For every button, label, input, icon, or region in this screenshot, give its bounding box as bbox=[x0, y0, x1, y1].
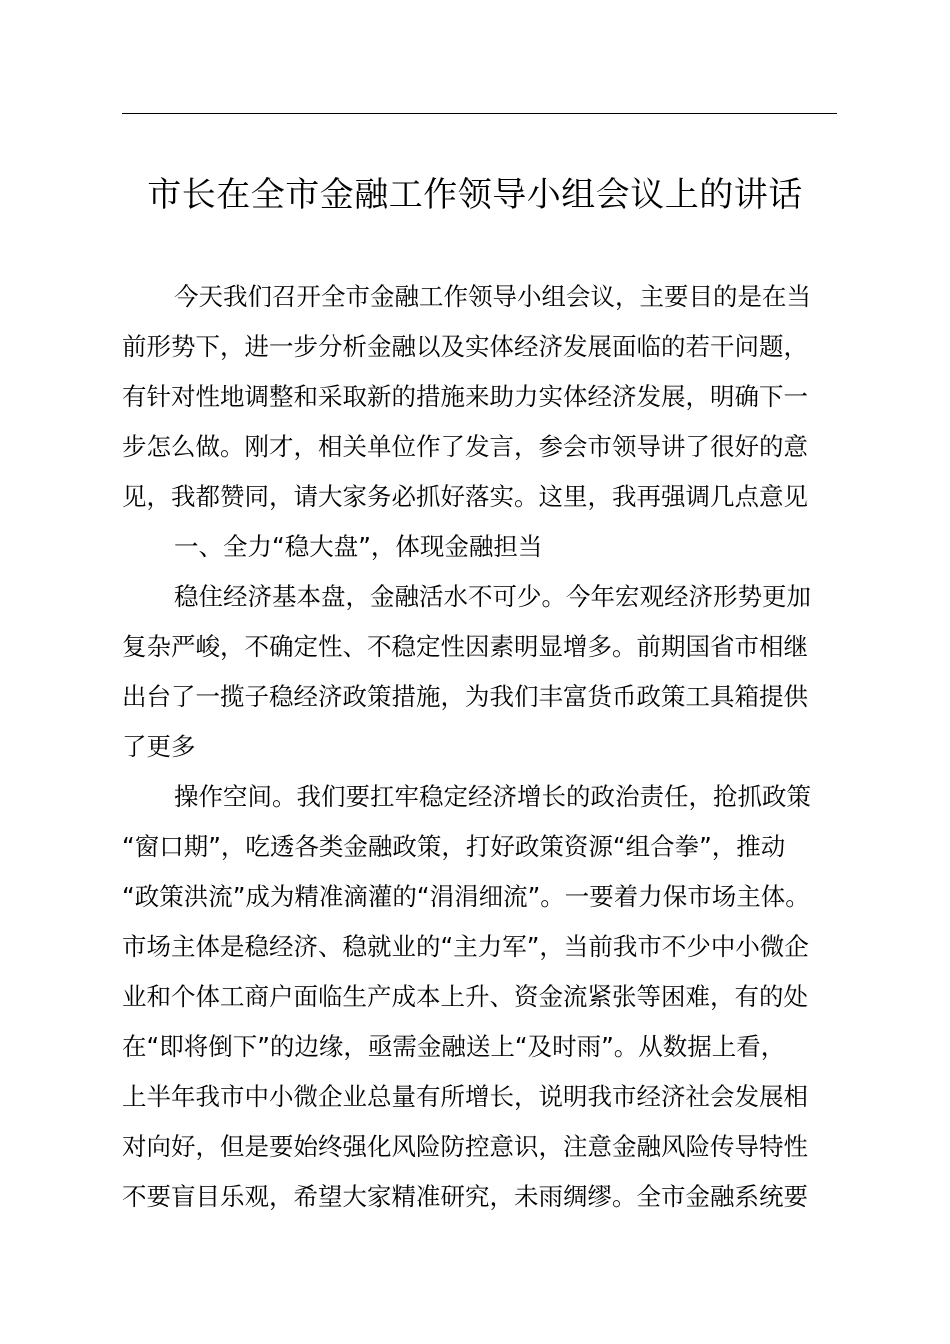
body-line: 今天我们召开全市金融工作领导小组会议，主要目的是在当 bbox=[174, 282, 811, 311]
body-line: 前形势下，进一步分析金融以及实体经济发展面临的若干问题， bbox=[122, 332, 808, 361]
body-line: 有针对性地调整和采取新的措施来助力实体经济发展，明确下一 bbox=[122, 382, 808, 411]
body-line: “政策洪流”成为精准滴灌的“涓涓细流”。一要着力保市场主体。 bbox=[122, 882, 810, 911]
body-line: 业和个体工商户面临生产成本上升、资金流紧张等困难，有的处 bbox=[122, 982, 808, 1011]
body-line: 步怎么做。刚才，相关单位作了发言，参会市领导讲了很好的意 bbox=[122, 432, 808, 461]
body-line: 复杂严峻，不确定性、不稳定性因素明显增多。前期国省市相继 bbox=[122, 632, 808, 661]
body-line: 在“即将倒下”的边缘，亟需金融送上“及时雨”。从数据上看， bbox=[122, 1032, 786, 1061]
header-rule bbox=[122, 113, 837, 114]
body-line: 对向好，但是要始终强化风险防控意识，注意金融风险传导特性 bbox=[122, 1132, 808, 1161]
body-line: 市场主体是稳经济、稳就业的“主力军”，当前我市不少中小微企 bbox=[122, 932, 809, 961]
document-body bbox=[122, 272, 842, 1222]
body-line: 不要盲目乐观，希望大家精准研究，未雨绸缪。全市金融系统要 bbox=[122, 1182, 808, 1211]
body-line: 上半年我市中小微企业总量有所增长，说明我市经济社会发展相 bbox=[122, 1082, 808, 1111]
body-line: 出台了一揽子稳经济政策措施，为我们丰富货币政策工具箱提供 bbox=[122, 682, 808, 711]
body-line: 操作空间。我们要扛牢稳定经济增长的政治责任，抢抓政策 bbox=[174, 782, 811, 811]
body-line: 稳住经济基本盘，金融活水不可少。今年宏观经济形势更加 bbox=[174, 582, 811, 611]
body-line: 见，我都赞同，请大家务必抓好落实。这里，我再强调几点意见 bbox=[122, 482, 808, 511]
body-line: 一、全力“稳大盘”，体现金融担当 bbox=[174, 532, 543, 561]
body-line: 了更多 bbox=[122, 732, 196, 761]
document-title: 市长在全市金融工作领导小组会议上的讲话 bbox=[147, 175, 803, 215]
body-line: “窗口期”，吃透各类金融政策，打好政策资源“组合拳”，推动 bbox=[122, 832, 786, 861]
